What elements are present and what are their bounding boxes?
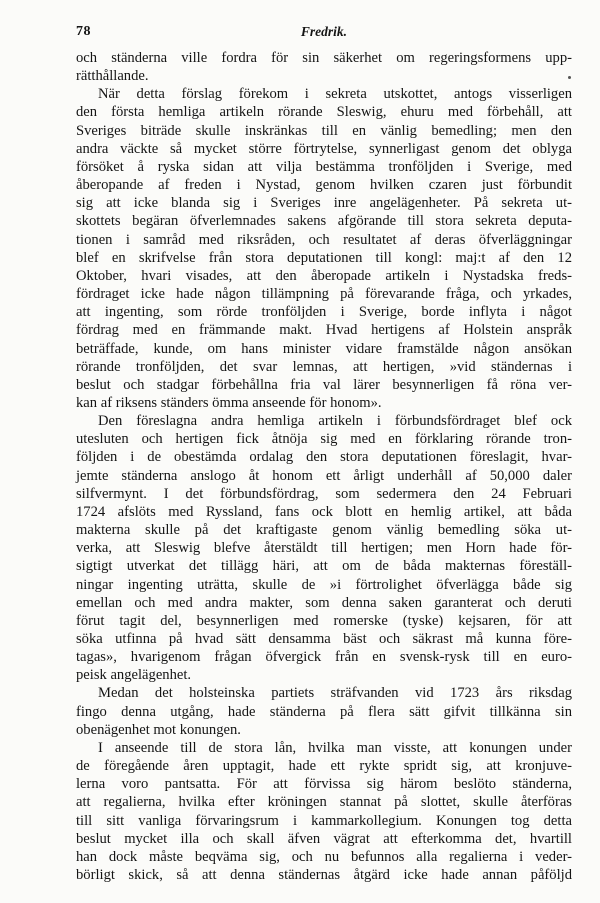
text-line: jemte ständerna anslogo åt honom ett årligt underhåll af 50,000 daler [76,467,572,484]
text-line: obenägenhet mot konungen. [76,721,241,738]
text-line: följden i de obestämda ordalag den stora deputationen föreslagit, hvar- [76,449,572,466]
text-line: och ständerna ville fordra för sin säkerhet om regeringsformens upp- [76,50,572,66]
text-line: sig att icke blanda sig i Sveriges inre angelägenheter. På sekreta ut- [76,195,572,212]
text-line: 1724 afslöts med Ryssland, fans ock blott en hemlig artikel, att båda [76,503,572,520]
text-line: rätthållande. [76,68,149,85]
text-line: de föregående åren upptagit, hade ett rykte spridt sig, att kronjuve- [76,758,572,775]
text-line: silfvermynt. I det förbundsfördrag, som sedermera den 24 Februari [76,485,572,502]
running-title: Fredrik. [300,24,348,39]
text-line: försöket å ryska sidan att vilja bestämma tronföljden i Sverige, med [76,158,572,175]
text-line: tionen i samråd med riksråden, och resultatet af deras öfverläggningar [76,231,572,248]
text-line: ningar ingenting uträtta, skulle de »i förtrolighet öfverlägga både sig [76,576,572,593]
text-line: emellan och med andra makter, som denna saken garanterat och deruti [76,594,572,611]
text-line: tagas», hvarigenom frågan öfvergick från en svensk-rysk till en euro- [76,649,572,666]
text-line: När detta förslag förekom i sekreta utskottet, antogs visserligen [98,86,572,103]
text-line: Oktober, hvari visades, att den åberopade artikeln i Nystadska freds- [76,267,572,284]
text-line: fördraget icke hade någon tillämpning på förevarande fråga, och yrkades, [76,286,572,303]
text-line: sigtigt utverkat det tillägg häri, att om de båda makternas föreställ- [76,558,572,575]
text-line: blef en skrifvelse från stora deputationen till kongl: maj:t af den 12 [76,249,572,266]
text-line: att ingenting, som rörde tronföljden i Sverige, borde inflyta i något [76,304,572,321]
text-line: till sitt vanliga förvaringsrum i kammarkollegium. Konungen tog detta [76,812,572,829]
text-line: den första hemliga artikeln rörande Sleswig, ehuru med förbehåll, att [76,104,572,121]
text-line: lerna voro pantsatta. För att förvissa sig härom beslöto ständerna, [76,776,572,793]
text-line: förut tagit del, besynnerligen med romerske (tyske) kejsaren, för att [76,612,572,629]
text-line: att regalierna, hvilka efter kröningen stannat på slottet, skulle återföras [76,794,572,811]
text-line: verka, att Sleswig blefve återstäldt till hertigen; men Horn hade för- [76,540,572,557]
body-text [76,49,572,884]
text-line: beträffade, kunde, om hans minister vidare framstälde någon ansökan [76,340,572,357]
text-line: fingo denna utgång, hade ständerna på flera sätt gifvit tillkänna sin [76,703,572,720]
text-line: andra väckte så mycket större förtrytelse, synnerligast genom det oblyga [76,140,572,157]
text-line: han dock måste beqväma sig, och nu befunnos alla regalierna i veder- [76,848,572,865]
text-line: kan af riksens ständers ömma anseende för honom». [76,394,382,411]
text-line: åberopande af freden i Nystad, genom hvilken czaren just förbundit [76,177,572,194]
page-number: 78 [76,24,91,39]
text-line: söka utfinna på hvad sätt densamma bäst och säkrast må kunna före- [76,631,572,647]
text-line: I anseende till de stora lån, hvilka man visste, att konungen under [98,739,572,756]
page-header [76,24,572,44]
text-line: börligt skick, så att denna ständernas åtgärd icke hade annan påföljd [76,867,572,884]
text-line: fördrag med en främmande makt. Hvad hertigens af Holstein anspråk [76,322,572,339]
text-line: makterna skulle på det kraftigaste genom vänlig bemedling söka ut- [76,522,572,539]
text-line: skottets begäran öfverlemnades sakens afgörande till stora sekreta deputa- [76,213,572,230]
text-line: Den föreslagna andra hemliga artikeln i förbundsfördraget blef ock [98,413,572,430]
text-line: peisk angelägenhet. [76,667,192,684]
text-line: Sveriges biträde skulle inskränkas till en vänlig bemedling; men den [76,122,572,139]
text-line: Medan det holsteinska partiets sträfvanden vid 1723 års riksdag [98,685,572,702]
text-line: beslut mycket illa och skall äfven vägrat att efterkomma det, hvartill [76,830,572,847]
text-line: rörande tronföljden, det svar lemnas, att hertigen, »vid ständernas i [76,358,572,375]
text-line: utesluten och hertigen fick åtnöja sig med en förklaring rörande tron- [76,431,572,448]
text-line: beslut och stadgar förbehållna fria val lärer besynnerligen få röna ver- [76,376,572,393]
